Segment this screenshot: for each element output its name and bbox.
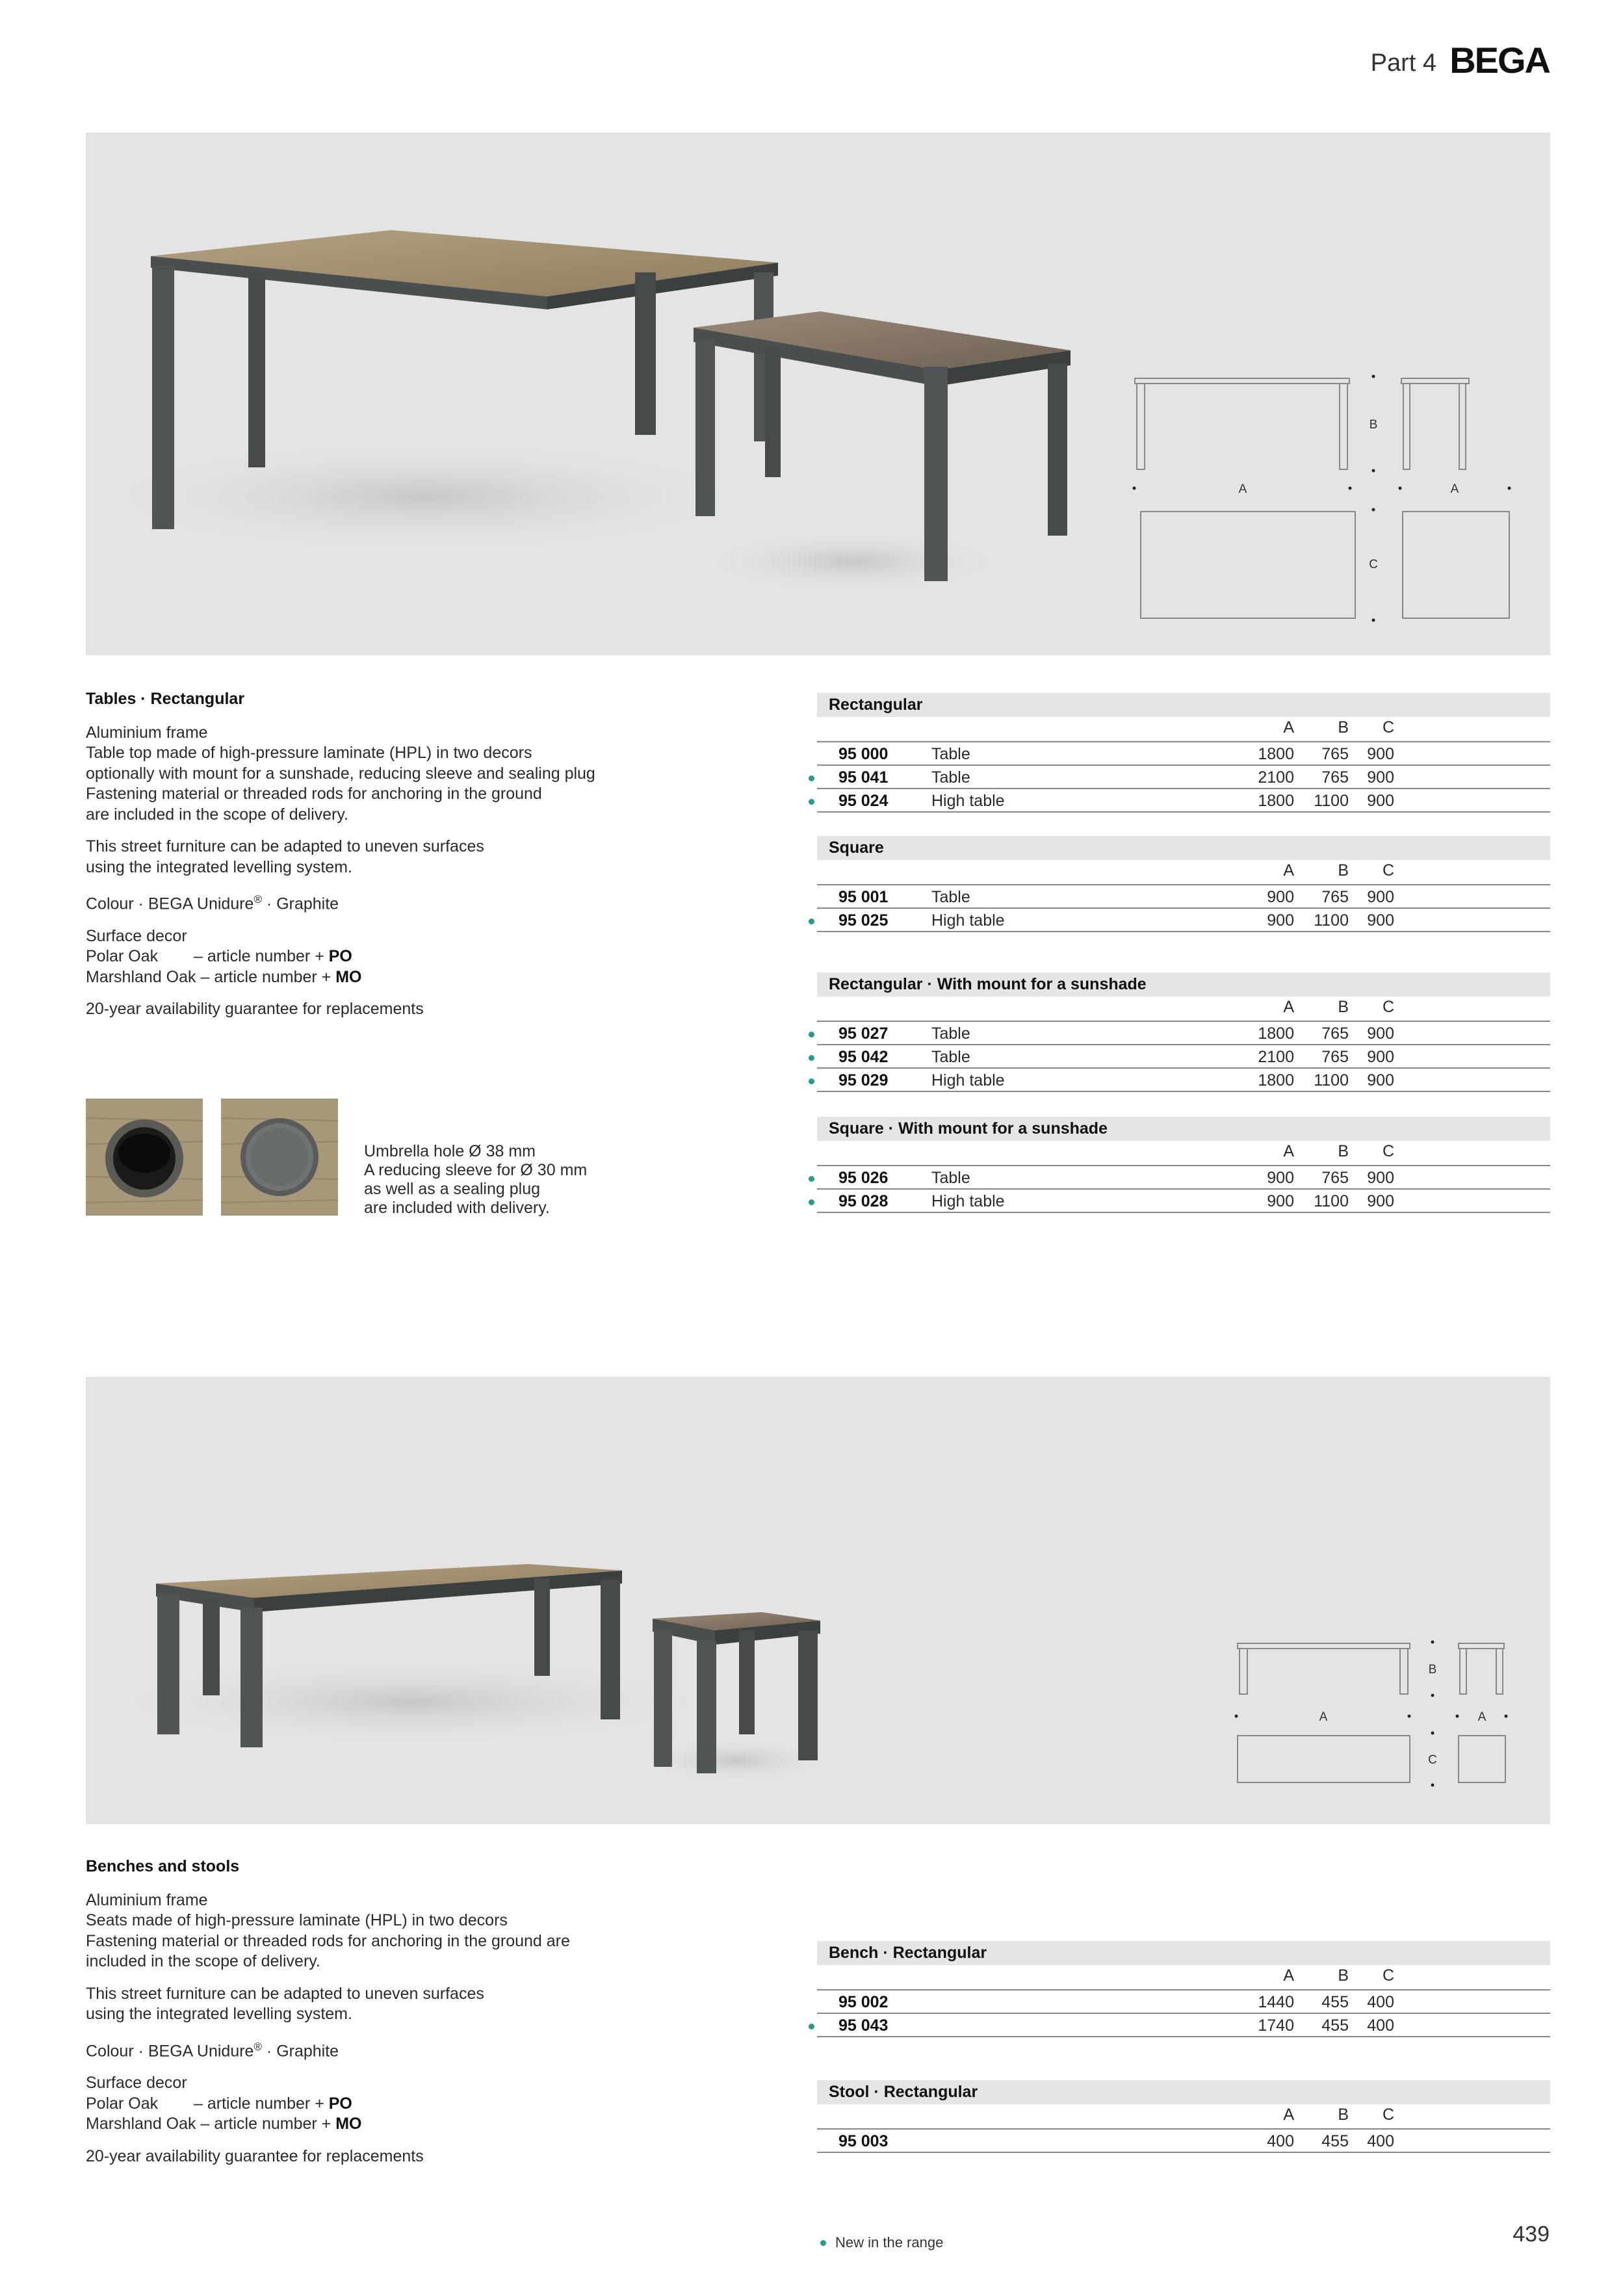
spec-table-square: Square A B C 95 001 Table 900 765 900 95 025 High table 900 1100 900 [817, 836, 1550, 932]
new-indicator-dot [809, 1032, 814, 1037]
dim-label-c: C [1369, 558, 1378, 571]
new-indicator-dot [809, 1176, 814, 1182]
table-row: 95 041 Table 2100 765 900 [817, 766, 1550, 789]
tables-section-title: Tables · Rectangular [86, 690, 245, 708]
guarantee-text: 20-year availability guarantee for replacements [86, 1000, 424, 1019]
table-row: 95 027 Table 1800 765 900 [817, 1022, 1550, 1045]
table-row: 95 043 1740 455 400 [817, 2014, 1550, 2037]
legend-new-in-range: New in the range [835, 2234, 944, 2250]
desc-line: Seats made of high-pressure laminate (HPL) in two decors [86, 1911, 508, 1929]
bench-dim-label-c: C [1428, 1753, 1437, 1767]
new-indicator-dot [809, 1078, 814, 1084]
table-row: 95 002 1440 455 400 [817, 1990, 1550, 2014]
table-row: 95 042 Table 2100 765 900 [817, 1045, 1550, 1069]
tables-description [86, 689, 736, 1032]
desc-line: Fastening material or threaded rods for anchoring in the ground are [86, 1931, 570, 1950]
bench-dim-label-b: B [1428, 1663, 1437, 1676]
table-row: 95 024 High table 1800 1100 900 [817, 789, 1550, 813]
tables-dimension-drawing [1135, 378, 1509, 618]
sealing-plug-photo [221, 1099, 338, 1216]
new-indicator-dot [809, 1055, 814, 1061]
colour-line: Colour · BEGA Unidure® · Graphite [86, 2040, 339, 2060]
table-row: 95 025 High table 900 1100 900 [817, 909, 1550, 932]
new-indicator-dot [809, 1199, 814, 1205]
desc-line: Aluminium frame [86, 723, 208, 742]
spec-table-stool: Stool · Rectangular A B C 95 003 400 455 400 [817, 2080, 1550, 2153]
table-row: 95 028 High table 900 1100 900 [817, 1190, 1550, 1213]
dim-label-a: A [1238, 482, 1247, 496]
desc-line: Fastening material or threaded rods for anchoring in the ground [86, 785, 542, 803]
spec-table-square-sunshade: Square · With mount for a sunshade A B C 95 026 Table 900 765 900 95 028 High table 900 1100 900 [817, 1117, 1550, 1213]
new-indicator-dot [809, 2024, 814, 2029]
spec-table-rectangular-sunshade: Rectangular · With mount for a sunshade A B C 95 027 Table 1800 765 900 95 042 Table 2100 765 900 95 029 High table 1800 1100 900 [817, 972, 1550, 1092]
page-number: 439 [1513, 2222, 1550, 2247]
desc-line: using the integrated levelling system. [86, 2005, 352, 2023]
desc-line: Aluminium frame [86, 1890, 208, 1909]
stool-dim-label-a: A [1477, 1710, 1487, 1724]
benches-description [86, 1857, 736, 2178]
desc-line: Table top made of high-pressure laminate (HPL) in two decors [86, 744, 532, 762]
bega-logo: BEGA [1449, 40, 1550, 81]
spec-table-bench: Bench · Rectangular A B C 95 002 1440 455 400 95 043 1740 455 400 [817, 1941, 1550, 2037]
umbrella-hole-note: Umbrella hole Ø 38 mm A reducing sleeve for Ø 30 mm as well as a sealing plug are included with delivery. [364, 1142, 588, 1217]
desc-line: This street furniture can be adapted to uneven surfaces [86, 837, 484, 855]
bench-dim-label-a: A [1319, 1710, 1328, 1724]
desc-line: using the integrated levelling system. [86, 857, 352, 876]
spec-table-rectangular: Rectangular A B C 95 000 Table 1800 765 900 95 041 Table 2100 765 900 95 024 High table 1800 1100 900 [817, 693, 1550, 813]
desc-line: included in the scope of delivery. [86, 1952, 320, 1970]
surface-decor: Surface decor Polar Oak – article number + PO Marshland Oak – article number + MO [86, 926, 362, 986]
new-indicator-dot [809, 776, 814, 781]
dim-label-a-square: A [1450, 482, 1459, 496]
tables-product-image [86, 133, 1550, 655]
new-indicator-dot [809, 799, 814, 805]
table-row: 95 029 High table 1800 1100 900 [817, 1069, 1550, 1092]
guarantee-text: 20-year availability guarantee for replacements [86, 2146, 424, 2165]
umbrella-hole-photo [86, 1099, 203, 1216]
desc-line: This street furniture can be adapted to uneven surfaces [86, 1984, 484, 2003]
tables-photo-panel [86, 133, 1550, 655]
table-row: 95 000 Table 1800 765 900 [817, 742, 1550, 766]
table-row: 95 001 Table 900 765 900 [817, 885, 1550, 909]
new-indicator-dot [809, 919, 814, 924]
dim-label-b: B [1369, 418, 1378, 432]
desc-line: are included in the scope of delivery. [86, 805, 348, 824]
legend-dot [820, 2240, 826, 2246]
desc-line: optionally with mount for a sunshade, reducing sleeve and sealing plug [86, 764, 595, 783]
benches-section-title: Benches and stools [86, 1857, 240, 1875]
part-label: Part 4 [1370, 49, 1436, 77]
surface-decor: Surface decor Polar Oak – article number + PO Marshland Oak – article number + MO [86, 2074, 362, 2133]
colour-line: Colour · BEGA Unidure® · Graphite [86, 893, 339, 913]
table-row: 95 003 400 455 400 [817, 2130, 1550, 2153]
benches-dimension-drawing [1238, 1643, 1505, 1782]
benches-photo-panel [86, 1377, 1550, 1824]
table-row: 95 026 Table 900 765 900 [817, 1166, 1550, 1190]
benches-product-image [86, 1377, 1550, 1824]
